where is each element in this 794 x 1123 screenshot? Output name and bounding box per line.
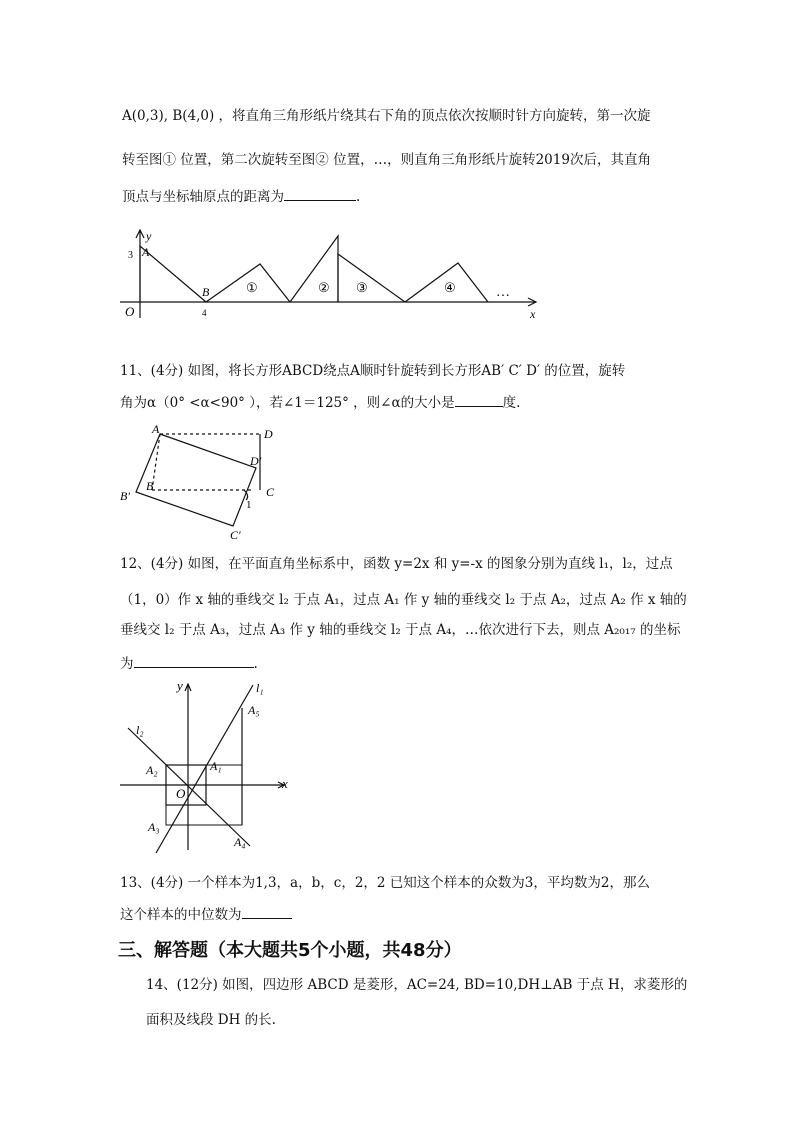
y-label: y	[177, 678, 183, 693]
label-3: 3	[128, 250, 133, 261]
q13-text-line-1: 13、(4分) 一个样本为1,3，a，b，c，2，2 已知这个样本的众数为3，平均数为2，那么	[120, 875, 650, 891]
x-label: x	[282, 776, 288, 791]
section-heading: 三、解答题（本大题共5个小题，共48分）	[118, 940, 462, 961]
label-A1: A₁	[210, 759, 222, 773]
label-A3: A₃	[148, 820, 160, 834]
triangle-3	[338, 254, 405, 302]
label-l1: l₁	[256, 681, 264, 695]
q12-period: .	[253, 656, 258, 672]
rotated-rect	[136, 434, 256, 526]
label-A5: A₅	[248, 703, 260, 717]
circle-4: ④	[444, 280, 456, 295]
q10-period: .	[356, 189, 361, 205]
q12-text-line-1: 12、(4分) 如图，在平面直角坐标系中，函数 y=2x 和 y=-x 的图象分别为直线 l₁，l₂，过点	[120, 556, 673, 572]
label-1: 1	[246, 499, 252, 511]
q11-text-line-2	[120, 392, 520, 413]
label-B: B	[202, 285, 210, 299]
answer-blank[interactable]	[134, 653, 254, 668]
q12-text-line-4	[120, 653, 258, 674]
label-D-prime: D′	[250, 454, 262, 468]
q12-text-line-2: （1，0）作 x 轴的垂线交 l₂ 于点 A₁，过点 A₁ 作 y 轴的垂线交 l₂ 于点 A₂，过点 A₂ 作 x 轴的	[120, 592, 687, 608]
label-O: O	[125, 304, 135, 319]
answer-blank[interactable]	[284, 186, 356, 201]
label-A4: A₄	[234, 835, 246, 849]
label-l2: l₂	[136, 723, 144, 737]
answer-blank[interactable]	[455, 392, 503, 407]
circle-3: ③	[356, 280, 368, 295]
circle-1: ①	[246, 280, 258, 295]
label-D: D	[264, 427, 273, 441]
label-B-prime: B′	[120, 489, 130, 503]
q11-figure	[118, 420, 288, 545]
ellipsis: …	[496, 285, 510, 300]
answer-blank[interactable]	[242, 904, 292, 919]
q10-text: 顶点与坐标轴原点的距离为	[122, 189, 284, 205]
q12-figure	[118, 678, 298, 858]
label-O: O	[176, 786, 186, 801]
label-C: C	[266, 485, 275, 499]
q10-figure	[120, 226, 550, 326]
label-B: B	[146, 479, 154, 493]
circle-2: ②	[318, 280, 330, 295]
q12-text: 为	[120, 656, 134, 672]
q11-text: 角为α（0° <α<90° ），若∠1＝125° ，则∠α的大小是	[120, 395, 455, 411]
q11-unit: 度.	[502, 395, 521, 411]
line-l2	[128, 728, 250, 846]
triangle-2	[290, 236, 338, 302]
label-A2: A₂	[146, 763, 158, 777]
q10-text-line-2: 转至图① 位置，第二次旋转至图② 位置，…，则直角三角形纸片旋转2019次后，其直角	[122, 152, 651, 168]
y-label: y	[146, 229, 152, 243]
q13-text: 这个样本的中位数为	[120, 907, 242, 923]
q10-text-line-1: A(0,3), B(4,0) ，将直角三角形纸片绕其右下角的顶点依次按顺时针方向旋转，第一次旋	[122, 108, 651, 124]
q10-text-line-3	[122, 186, 360, 207]
q11-text-line-1: 11、(4分) 如图，将长方形ABCD绕点A顺时针旋转到长方形AB′ C′ D′ 的位置，旋转	[120, 363, 626, 379]
x-label: x	[530, 307, 536, 321]
q12-text-line-3: 垂线交 l₂ 于点 A₃，过点 A₃ 作 y 轴的垂线交 l₂ 于点 A₄，…依次进行下去，则点 A₂₀₁₇ 的坐标	[120, 622, 681, 638]
label-A: A	[152, 422, 160, 436]
q13-text-line-2	[120, 904, 292, 925]
label-A: A	[142, 245, 150, 259]
triangle-original	[140, 246, 206, 302]
q14-text-line-1: 14、(12分) 如图，四边形 ABCD 是菱形，AC=24, BD=10,DH⊥AB 于点 H，求菱形的	[146, 977, 688, 993]
label-C-prime: C′	[230, 528, 241, 542]
label-4: 4	[202, 308, 207, 318]
q14-text-line-2: 面积及线段 DH 的长.	[146, 1012, 276, 1028]
